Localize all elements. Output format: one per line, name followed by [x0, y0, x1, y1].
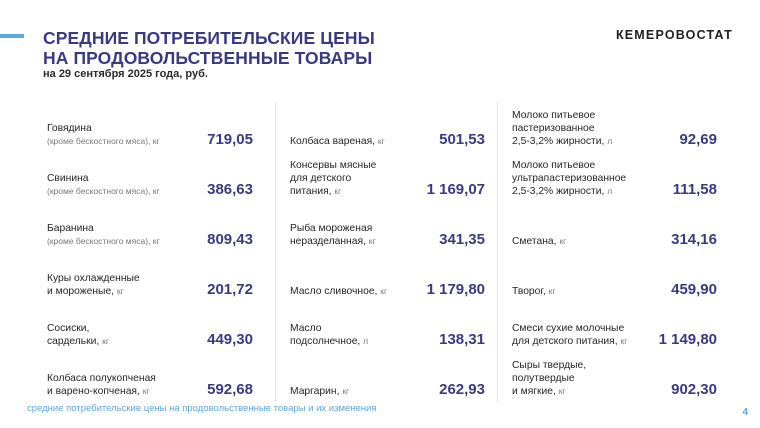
product-name-line — [512, 235, 566, 248]
product-name — [290, 285, 387, 298]
price-value: 719,05 — [207, 131, 253, 148]
price-item — [508, 302, 719, 352]
product-name-text: Колбаса полукопченая — [47, 373, 156, 384]
product-name-text: для детского — [290, 173, 352, 184]
footer-caption: средние потребительские цены на продовольственные товары и их изменения — [27, 403, 377, 414]
unit-label: кг — [116, 286, 124, 296]
product-name-text: полутвердые — [512, 373, 575, 384]
price-item — [43, 352, 255, 402]
title-line-1: СРЕДНИЕ ПОТРЕБИТЕЛЬСКИЕ ЦЕНЫ — [43, 28, 375, 48]
unit-label: кг — [380, 286, 388, 296]
product-name-text: для детского питания, — [512, 336, 618, 347]
product-name-line — [512, 385, 586, 398]
page-number: 4 — [742, 407, 748, 418]
price-value: 1 169,07 — [426, 181, 485, 198]
product-name-text: Консервы мясные — [290, 160, 377, 171]
price-value: 809,43 — [207, 231, 253, 248]
product-name-text: Куры охлажденные — [47, 273, 140, 284]
product-name-text: Баранина — [47, 223, 94, 234]
product-name — [512, 235, 566, 248]
product-name — [290, 135, 385, 148]
product-name-line — [290, 172, 376, 185]
price-item — [508, 102, 719, 152]
price-column-3 — [497, 102, 719, 402]
product-name-text: пастеризованное — [512, 123, 595, 134]
product-name-line — [47, 335, 109, 348]
product-name — [47, 122, 160, 148]
product-name-line — [290, 285, 387, 298]
product-name-line — [512, 109, 612, 122]
product-name — [512, 322, 627, 348]
price-value: 501,53 — [439, 131, 485, 148]
product-name — [290, 159, 376, 198]
unit-label: л — [607, 186, 613, 196]
product-name-line — [512, 159, 626, 172]
price-item — [508, 352, 719, 402]
product-name-line — [290, 135, 385, 148]
product-name-text: сардельки, — [47, 336, 100, 347]
product-name-text: и мороженые, — [47, 286, 115, 297]
price-value: 449,30 — [207, 331, 253, 348]
product-name — [47, 222, 160, 248]
price-item — [286, 302, 487, 352]
product-name — [290, 322, 368, 348]
product-name-line — [290, 322, 368, 335]
product-name-line — [512, 335, 627, 348]
price-value: 92,69 — [679, 131, 717, 148]
price-value: 111,58 — [672, 181, 717, 198]
price-value: 902,30 — [671, 381, 717, 398]
product-name-text: Говядина — [47, 123, 92, 134]
unit-label: кг — [377, 136, 385, 146]
price-item — [286, 152, 487, 202]
product-name-line — [290, 159, 376, 172]
unit-label: кг — [142, 386, 150, 396]
price-item — [43, 252, 255, 302]
unit-label: кг — [342, 386, 350, 396]
product-name-text: 2,5-3,2% жирности, — [512, 136, 605, 147]
unit-label: кг — [558, 386, 566, 396]
product-name-text: Сметана, — [512, 236, 557, 247]
product-name — [512, 359, 586, 398]
unit-label: кг — [102, 336, 109, 346]
product-name-text: Молоко питьевое — [512, 160, 596, 171]
price-item — [508, 202, 719, 252]
product-name — [512, 285, 555, 298]
product-name-line — [290, 185, 376, 198]
unit-label: кг — [368, 236, 376, 246]
product-name — [512, 159, 626, 198]
product-name-line — [512, 285, 555, 298]
product-name-line — [290, 335, 368, 348]
product-name-text: Смеси сухие молочные — [512, 323, 625, 334]
product-name-text: Сосиски, — [47, 323, 90, 334]
page-subtitle: на 29 сентября 2025 года, руб. — [43, 68, 208, 80]
price-item — [286, 352, 487, 402]
price-value: 459,90 — [671, 281, 717, 298]
product-name-line — [47, 122, 160, 135]
product-name-text: питания, — [290, 186, 332, 197]
price-item — [43, 152, 255, 202]
product-name-line — [47, 222, 160, 235]
product-name-line — [290, 385, 349, 398]
product-name-line — [47, 322, 109, 335]
price-item — [286, 202, 487, 252]
price-item — [43, 202, 255, 252]
product-name-text: неразделанная, — [290, 236, 366, 247]
product-name-text: и мягкие, — [512, 386, 556, 397]
price-value: 341,35 — [439, 231, 485, 248]
price-item — [508, 252, 719, 302]
product-name — [512, 109, 612, 148]
price-item — [286, 252, 487, 302]
price-column-2 — [275, 102, 487, 402]
product-name-line — [47, 285, 140, 298]
unit-label: кг — [334, 186, 342, 196]
product-name-text: 2,5-3,2% жирности, — [512, 186, 605, 197]
price-value: 138,31 — [439, 331, 485, 348]
price-item — [43, 102, 255, 152]
title-line-2: НА ПРОДОВОЛЬСТВЕННЫЕ ТОВАРЫ — [43, 48, 373, 68]
product-name — [47, 372, 156, 398]
price-value: 262,93 — [439, 381, 485, 398]
product-name-text: Колбаса вареная, — [290, 136, 376, 147]
product-name-line — [512, 322, 627, 335]
product-name-text: Молоко питьевое — [512, 110, 596, 121]
product-name-text: Сыры твердые, — [512, 360, 587, 371]
accent-bar — [0, 34, 24, 38]
product-name-line — [512, 122, 612, 135]
unit-label: кг — [548, 286, 556, 296]
product-name — [47, 272, 140, 298]
unit-label: л — [607, 136, 613, 146]
brand-logo-text: КЕМЕРОВОСТАТ — [615, 28, 733, 42]
price-item — [286, 102, 487, 152]
product-name — [47, 322, 109, 348]
product-name-line — [47, 372, 156, 385]
product-name-text: Свинина — [47, 173, 89, 184]
product-name-line — [512, 135, 612, 148]
product-name-line — [47, 385, 156, 398]
price-item — [43, 302, 255, 352]
product-name-line — [512, 359, 586, 372]
price-value: 201,72 — [207, 281, 253, 298]
product-name-line — [512, 185, 626, 198]
product-name — [290, 222, 376, 248]
product-name-text: Рыба мороженая — [290, 223, 373, 234]
price-item — [508, 152, 719, 202]
price-value: 386,63 — [207, 181, 253, 198]
product-name-line — [47, 172, 160, 185]
unit-label: кг — [620, 336, 628, 346]
product-name-line — [512, 372, 586, 385]
page-title — [43, 28, 375, 68]
product-name-line — [512, 172, 626, 185]
product-name-text: Маргарин, — [290, 386, 340, 397]
unit-label: (кроме бескостного мяса), кг — [47, 236, 160, 246]
product-name-text: подсолнечное, — [290, 336, 361, 347]
product-name — [47, 172, 160, 198]
product-name-text: ультрапастеризованное — [512, 173, 627, 184]
unit-label: (кроме бескостного мяса), кг — [47, 136, 160, 146]
unit-label: (кроме бескостного мяса), кг — [47, 186, 160, 196]
product-name-line — [290, 235, 376, 248]
product-name-line — [47, 272, 140, 285]
price-value: 592,68 — [207, 381, 253, 398]
product-name — [290, 385, 349, 398]
product-name-line — [290, 222, 376, 235]
product-name-text: Творог, — [512, 286, 546, 297]
product-name-text: Масло сливочное, — [290, 286, 378, 297]
unit-label: л — [363, 336, 369, 346]
price-value: 1 149,80 — [658, 331, 717, 348]
price-value: 314,16 — [671, 231, 717, 248]
unit-label: кг — [559, 236, 567, 246]
price-value: 1 179,80 — [426, 281, 485, 298]
product-name-text: и варено-копченая, — [47, 386, 140, 397]
product-name-text: Масло — [290, 323, 322, 334]
price-column-1 — [43, 102, 255, 402]
